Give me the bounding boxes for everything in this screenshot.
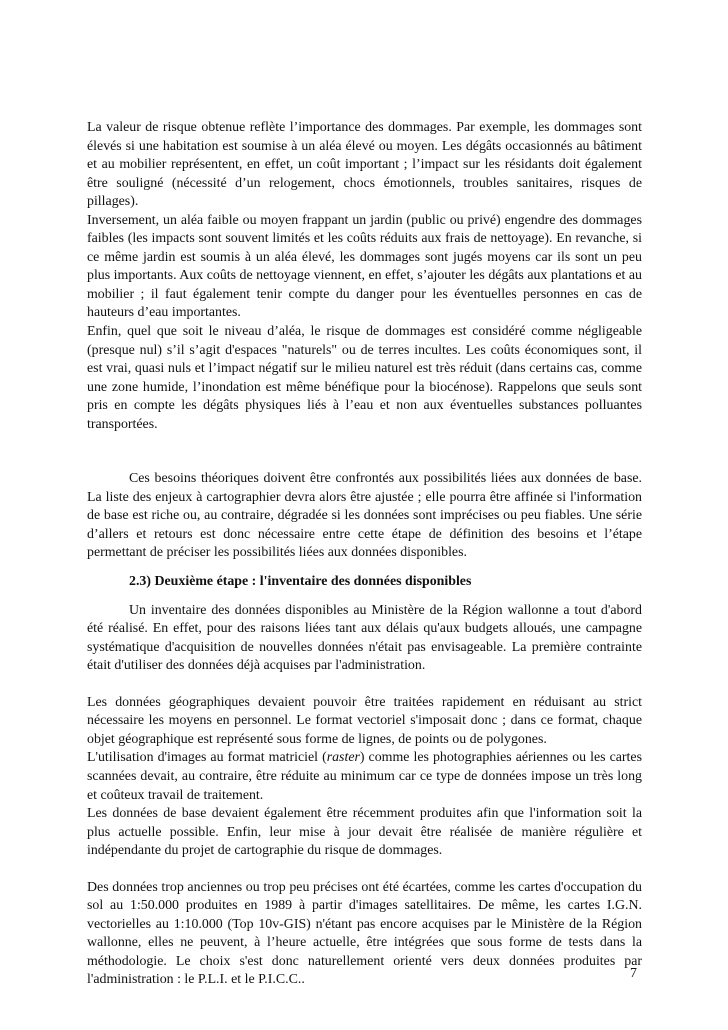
spacer [87, 434, 642, 470]
paragraph-conversely: Inversement, un aléa faible ou moyen frappant un jardin (public ou privé) engendre des dommages faibles (les impacts sont souvent limités et les coûts réduits aux frais de nettoyage). En revanche, si ce même jardin est soumis à un aléa élevé, les dommages sont jugés moyens car ils sont un peu plus importants. Aux coûts de nettoyage viennent, en effet, s’ajouter les dégâts aux plantations et au mobilier ; il faut également tenir compte du danger pour les éventuelles personnes en cas de hauteurs d’eau importantes. [87, 212, 642, 321]
paragraph-inventory: Un inventaire des données disponibles au Ministère de la Région wallonne a tout d'abord été réalisé. En effet, pour des raisons liées tant aux délais qu'aux budgets alloués, une campagne systématique d'acquisition de nouvelles données n'était pas envisageable. La première contrainte était d'utiliser des données déjà acquises par l'administration. [87, 602, 642, 674]
paragraph-finally: Enfin, quel que soit le niveau d’aléa, le risque de dommages est considéré comme négligeable (presque nul) s’il s’agit d'espaces "naturels" ou de terres incultes. Les coûts économiques sont, il est vrai, quasi nuls et l’impact négatif sur le milieu naturel est très réduit (dans certains cas, comme une zone humide, l’inondation est même bénéfique pour la biocénose). Rappelons que seuls sont pris en compte les dégâts physiques liés à l’eau et non aux éventuelles substances polluantes transportées. [87, 324, 642, 432]
paragraph-risk-value: La valeur de risque obtenue reflète l’importance des dommages. Par exemple, les dommages sont élevés si une habitation est soumise à un aléa élevé ou moyen. Les dégâts occasionnés au bâtiment et au mobilier représentent, en effet, un coût important ; l’impact sur les résidants doit également être souligné (nécessité d’un relogement, chocs émotionnels, troubles sanitaires, risques de pillages). [87, 120, 642, 210]
paragraph-raster [87, 749, 642, 805]
paragraph-recent-data: Les données de base devaient également être récemment produites afin que l'information soit la plus actuelle possible. Enfin, leur mise à jour devait être réalisée de manière régulière et indépendante du projet de cartographie du risque de dommages. [87, 806, 642, 859]
spacer [87, 676, 642, 694]
paragraph-discarded-data: Des données trop anciennes ou trop peu précises ont été écartées, comme les cartes d'occupation du sol au 1:50.000 produites en 1989 à partir d'images satellitaires. De même, les cartes I.G.N. vectorielles au 1:10.000 (Top 10v-GIS) n'étant pas encore acquises par le Ministère de la Région wallonne, elles ne peuvent, à l’heure actuelle, être intégrées que sous forme de tests dans la méthodologie. Le choix s'est donc naturellement orienté vers deux données produites par l'administration : le P.L.I. et le P.I.C.C.. [87, 879, 642, 988]
raster-term: raster [326, 750, 360, 766]
page-number: 7 [630, 966, 637, 981]
paragraph-geographic-data: Les données géographiques devaient pouvoir être traitées rapidement en réduisant au strict nécessaire les moyens en personnel. Le format vectoriel s'imposait donc ; dans ce format, chaque objet géographique est représenté sous forme de lignes, de points ou de polygones. [87, 694, 642, 747]
paragraph-theoretical-needs: Ces besoins théoriques doivent être confrontés aux possibilités liées aux données de base. La liste des enjeux à cartographier devra alors être ajustée ; elle pourra être affinée si l'information de base est riche ou, au contraire, dégradée si les données sont imprécises ou peu fiables. Une série d’allers et retours est donc nécessaire entre cette étape de définition des besoins et l’étape permettant de préciser les possibilités liées aux données disponibles. [87, 471, 642, 561]
raster-text-before: L'utilisation d'images au format matriciel ( [87, 750, 327, 766]
spacer [87, 861, 642, 879]
spacer [87, 563, 642, 573]
spacer [87, 592, 642, 602]
section-heading: 2.3) Deuxième étape : l'inventaire des données disponibles [129, 574, 472, 590]
raster-text-after: ) comme les photographies aériennes ou les cartes scannées devait, au contraire, être réduite au minimum car ce type de données impose un très long et coûteux travail de traitement. [87, 750, 642, 803]
document-body [87, 119, 642, 990]
